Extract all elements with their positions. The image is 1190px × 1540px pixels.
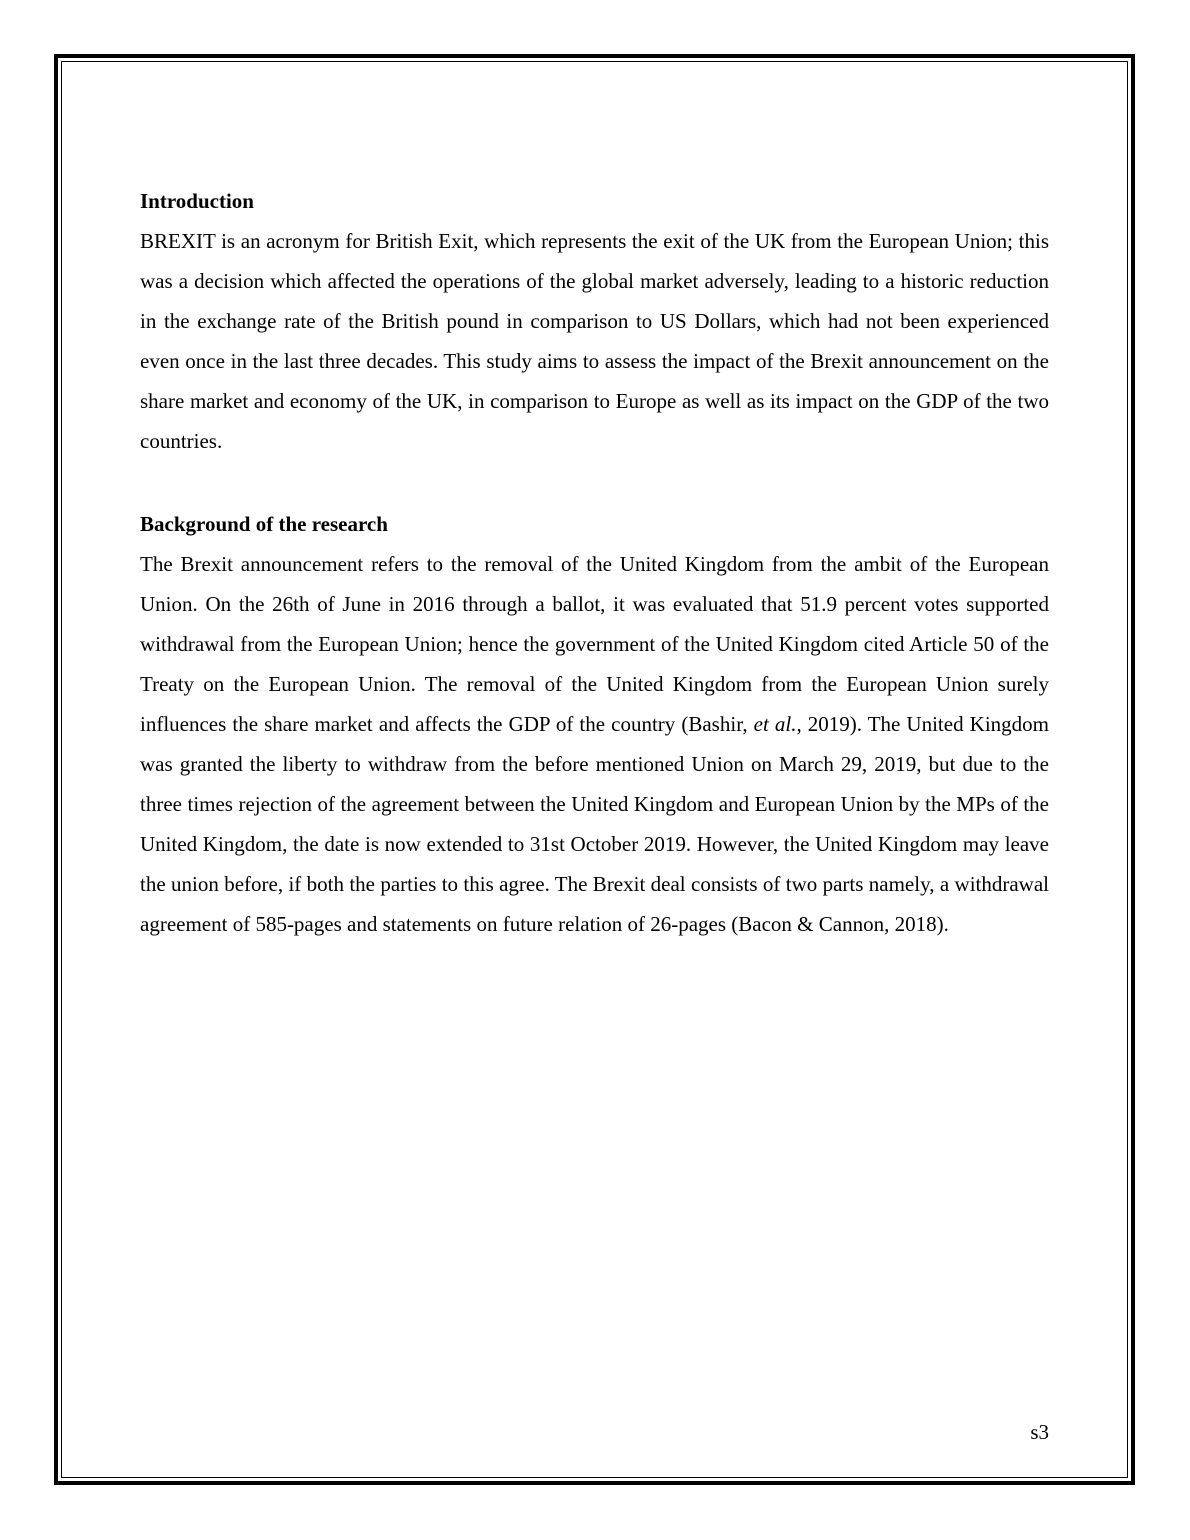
background-text-part2: , 2019). The United Kingdom was granted the liberty to withdraw from the before mentioned Union on March 29, 2019, but due to the three times rejection of the agreement between the United Kingdom and European Union by the MPs of the United Kingdom, the date is now extended to 31st October 2019. However, the United Kingdom may leave the union before, if both the parties to this agree. The Brexit deal consists of two parts namely, a withdrawal agreement of 585-pages and statements on future relation of 26-pages (Bacon & Cannon, 2018). [140, 711, 1049, 937]
page-number: s3 [1030, 1420, 1049, 1444]
background-section [140, 509, 1049, 945]
citation-et-al: et al. [753, 711, 797, 736]
background-paragraph [140, 544, 1049, 945]
section-gap [140, 462, 1049, 509]
introduction-paragraph: BREXIT is an acronym for British Exit, which represents the exit of the UK from the European Union; this was a decision which affected the operations of the global market adversely, leading to a historic reduction in the exchange rate of the British pound in comparison to US Dollars, which had not been experienced even once in the last three decades. This study aims to assess the impact of the Brexit announcement on the share market and economy of the UK, in comparison to Europe as well as its impact on the GDP of the two countries. [140, 229, 1049, 454]
background-text-part1: The Brexit announcement refers to the removal of the United Kingdom from the ambit of the European Union. On the 26th of June in 2016 through a ballot, it was evaluated that 51.9 percent votes supported withdrawal from the European Union; hence the government of the United Kingdom cited Article 50 of the Treaty on the European Union. The removal of the United Kingdom from the European Union surely influences the share market and affects the GDP of the country (Bashir, [140, 551, 1049, 736]
introduction-heading: Introduction [140, 189, 254, 213]
introduction-section [140, 186, 1049, 462]
background-heading: Background of the research [140, 511, 388, 536]
document-body [140, 186, 1049, 945]
